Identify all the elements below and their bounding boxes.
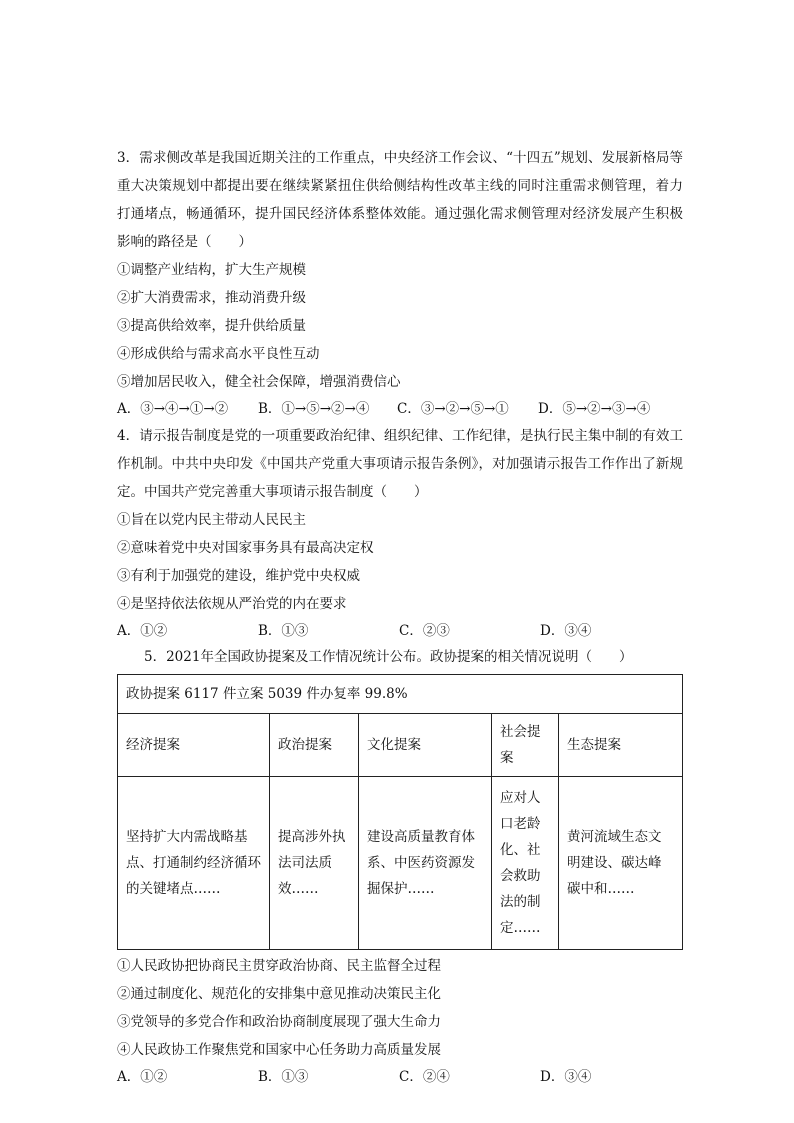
q3-choice-c[interactable]: C．③→②→⑤→① [397, 401, 509, 417]
q5-item-1: ①人民政协把协商民主贯穿政治协商、民主监督全过程 [117, 958, 441, 974]
exam-page [117, 146, 683, 1090]
q5-choices [117, 1064, 683, 1090]
q3-item-4: ④形成供给与需求高水平良性互动 [117, 346, 320, 362]
q4-item-2: ②意味着党中央对国家事务具有最高决定权 [117, 540, 374, 556]
q3-item-5: ⑤增加居民收入，健全社会保障，增强消费信心 [117, 374, 401, 390]
table-title: 政协提案 6117 件立案 5039 件办复率 99.8% [118, 675, 683, 714]
header-economy: 经济提案 [118, 714, 270, 777]
proposal-table [117, 674, 683, 950]
cell-economy: 坚持扩大内需战略基点、打通制约经济循环的关键堵点…… [118, 777, 270, 950]
q4-choice-d[interactable]: D．③④ [540, 623, 592, 639]
q4-item-4: ④是坚持依法依规从严治党的内在要求 [117, 596, 347, 612]
q5-choice-b[interactable]: B．①③ [258, 1069, 309, 1085]
q3-stem: 3．需求侧改革是我国近期关注的工作重点，中央经济工作会议、“十四五”规划、发展新格局等重大决策规划中都提出要在继续紧紧扭住供给侧结构性改革主线的同时注重需求侧管理，着力打通堵点，畅通循环，提升国民经济体系整体效能。通过强化需求侧管理对经济发展产生积极影响的路径是（ ） [117, 150, 683, 250]
header-society: 社会提案 [492, 714, 559, 777]
q5-item-2: ②通过制度化、规范化的安排集中意见推动决策民主化 [117, 986, 441, 1002]
q4-item-3: ③有利于加强党的建设，维护党中央权威 [117, 568, 360, 584]
q3-item-1: ①调整产业结构，扩大生产规模 [117, 262, 306, 278]
q5-choice-a[interactable]: A．①② [117, 1069, 168, 1085]
q4-item-1: ①旨在以党内民主带动人民民主 [117, 512, 306, 528]
q5-choice-d[interactable]: D．③④ [540, 1069, 592, 1085]
header-culture: 文化提案 [359, 714, 492, 777]
q4-choices [117, 618, 683, 644]
cell-society: 应对人口老龄化、社会救助法的制定…… [492, 777, 559, 950]
cell-ecology: 黄河流域生态文明建设、碳达峰碳中和…… [559, 777, 683, 950]
q5-item-4: ④人民政协工作聚焦党和国家中心任务助力高质量发展 [117, 1042, 441, 1058]
q4-stem: 4．请示报告制度是党的一项重要政治纪律、组织纪律、工作纪律，是执行民主集中制的有效工作机制。中共中央印发《中国共产党重大事项请示报告条例》，对加强请示报告工作作出了新规定。中国共产党完善重大事项请示报告制度（ ） [117, 428, 683, 500]
cell-politics: 提高涉外执法司法质效…… [270, 777, 359, 950]
q4-choice-b[interactable]: B．①③ [258, 623, 309, 639]
cell-culture: 建设高质量教育体系、中医药资源发掘保护…… [359, 777, 492, 950]
q3-choice-b[interactable]: B．①→⑤→②→④ [258, 401, 370, 417]
q3-choice-a[interactable]: A．③→④→①→② [117, 401, 229, 417]
q3-choices [117, 396, 683, 422]
q5-choice-c[interactable]: C．②④ [399, 1069, 450, 1085]
q3-choice-d[interactable]: D．⑤→②→③→④ [538, 401, 651, 417]
header-politics: 政治提案 [270, 714, 359, 777]
header-ecology: 生态提案 [559, 714, 683, 777]
q5-stem: 5．2021年全国政协提案及工作情况统计公布。政协提案的相关情况说明（ ） [144, 649, 633, 665]
q5-item-3: ③党领导的多党合作和政治协商制度展现了强大生命力 [117, 1014, 441, 1030]
q3-item-2: ②扩大消费需求，推动消费升级 [117, 290, 306, 306]
q4-choice-a[interactable]: A．①② [117, 623, 168, 639]
q4-choice-c[interactable]: C．②③ [399, 623, 450, 639]
q3-item-3: ③提高供给效率，提升供给质量 [117, 318, 306, 334]
